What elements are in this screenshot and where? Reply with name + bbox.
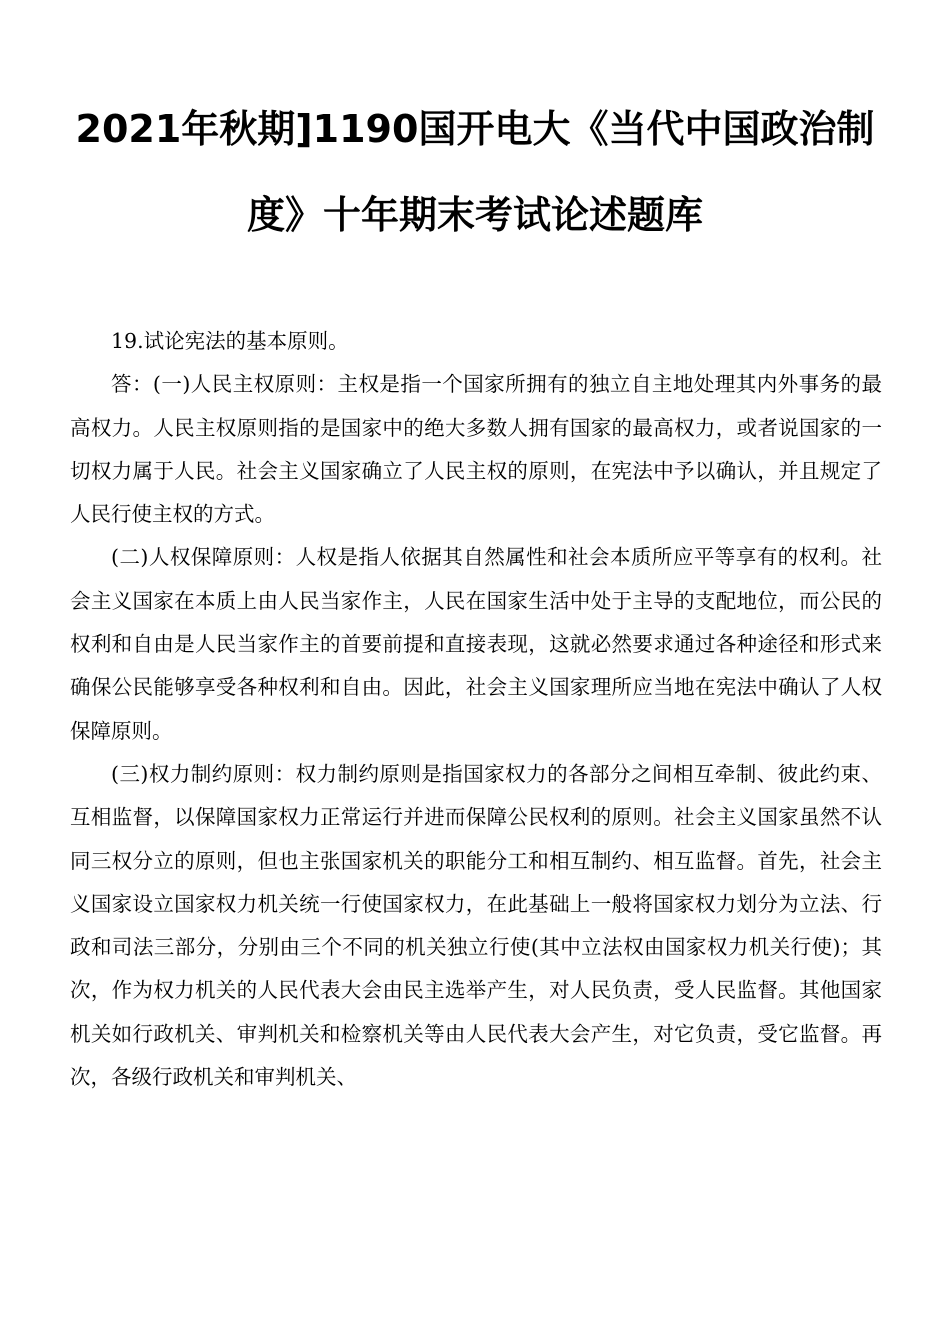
document-title-line-2: 度》十年期末考试论述题库: [246, 193, 703, 237]
document-body: [70, 320, 882, 1099]
answer-paragraph-human-rights: (二)人权保障原则：人权是指人依据其自然属性和社会本质所应平等享有的权利。社会主义国家在本质上由人民当家作主，人民在国家生活中处于主导的支配地位，而公民的权利和自由是人民当家作主的首要前提和直接表现，这就必然要求通过各种途径和形式来确保公民能够享受各种权利和自由。因此，社会主义国家理所应当地在宪法中确认了人权保障原则。: [70, 545, 882, 743]
answer-paragraph-people-sovereignty: 答：(一)人民主权原则：主权是指一个国家所拥有的独立自主地处理其内外事务的最高权力。人民主权原则指的是国家中的绝大多数人拥有国家的最高权力，或者说国家的一切权力属于人民。社会主义国家确立了人民主权的原则，在宪法中予以确认，并且规定了人民行使主权的方式。: [70, 372, 882, 527]
answer-paragraph-power-restraint: (三)权力制约原则：权力制约原则是指国家权力的各部分之间相互牵制、彼此约束、互相监督，以保障国家权力正常运行并进而保障公民权利的原则。社会主义国家虽然不认同三权分立的原则，但也主张国家机关的职能分工和相互制约、相互监督。首先，社会主义国家设立国家权力机关统一行使国家权力，在此基础上一般将国家权力划分为立法、行政和司法三部分，分别由三个不同的机关独立行使(其中立法权由国家权力机关行使)；其次，作为权力机关的人民代表大会由民主选举产生，对人民负责，受人民监督。其他国家机关如行政机关、审判机关和检察机关等由人民代表大会产生，对它负责，受它监督。再次，各级行政机关和审判机关、: [70, 761, 882, 1090]
document-title-line-1: 2021年秋期]1190国开电大《当代中国政治制: [75, 107, 875, 151]
question-heading: 19.试论宪法的基本原则。: [111, 329, 349, 353]
